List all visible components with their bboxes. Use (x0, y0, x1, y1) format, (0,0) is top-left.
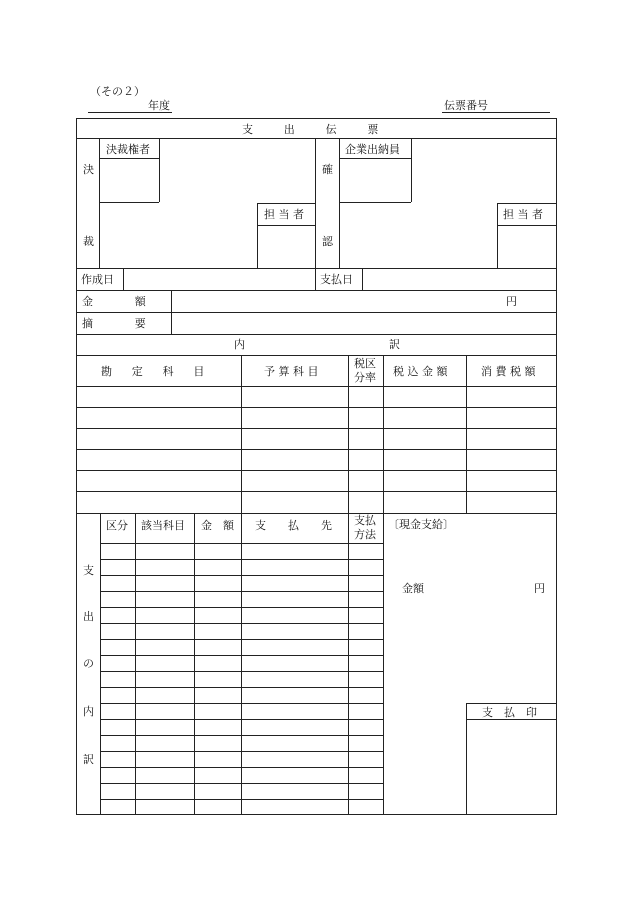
created-date-field[interactable] (124, 269, 314, 289)
detail-row-line (100, 623, 383, 624)
confirm-char-1: 確 (322, 163, 333, 176)
detail-header-payment-method: 支払 方法 (354, 514, 376, 541)
left-in-charge-top (257, 203, 315, 204)
company-cashier-right-edge (411, 138, 412, 202)
breakdown-title-left: 内 (234, 338, 245, 351)
detail-row-line (100, 575, 383, 576)
breakdown-title-right: 訳 (389, 338, 400, 351)
detail-row-line (100, 799, 383, 800)
left-in-charge-seal-area[interactable] (258, 226, 314, 267)
cash-amount-field[interactable] (430, 578, 530, 598)
expense-side-char-2: 出 (83, 610, 94, 623)
title-row-divider (76, 138, 557, 139)
detail-row-line (100, 607, 383, 608)
payment-seal-area[interactable] (467, 720, 556, 814)
fiscal-year-underline (88, 112, 172, 113)
detail-header-payee: 支 払 先 (255, 519, 332, 532)
expense-side-char-4: 内 (83, 705, 94, 718)
expense-side-char-5: 訳 (83, 753, 94, 766)
breakdown-title-bottom (76, 355, 557, 356)
created-date-label: 作成日 (81, 273, 114, 286)
detail-row-line (100, 751, 383, 752)
col-header-account: 勘 定 科 目 (101, 365, 209, 378)
cash-amount-yen-unit: 円 (534, 582, 545, 595)
detail-header-bottom (100, 543, 383, 544)
summary-label: 摘 要 (82, 317, 153, 330)
payment-seal-top (466, 703, 557, 704)
summary-row-bottom (76, 334, 557, 335)
breakdown-row[interactable] (77, 429, 556, 449)
form-title: 支 出 伝 票 (242, 123, 389, 136)
amount-yen-unit: 円 (506, 295, 517, 308)
left-in-charge-label: 担 当 者 (264, 208, 304, 221)
decision-char-2: 裁 (83, 235, 94, 248)
col-header-taxincl-amount: 税 込 金 額 (393, 365, 448, 378)
col-header-budget: 予 算 科 目 (264, 365, 319, 378)
detail-header-account: 該当科目 (141, 519, 185, 532)
decision-authority-right-edge (159, 138, 160, 202)
payment-date-left-edge (315, 268, 316, 290)
company-cashier-bottom (339, 202, 411, 203)
detail-row-line (100, 559, 383, 560)
payment-date-field[interactable] (363, 269, 556, 289)
fiscal-year-label: 年度 (148, 99, 170, 112)
right-in-charge-seal-area[interactable] (498, 226, 556, 267)
right-in-charge-top (497, 203, 557, 204)
detail-row-line (100, 671, 383, 672)
col-header-tax-rate: 税区 分率 (354, 357, 376, 384)
decision-authority-bottom (99, 202, 159, 203)
series-note: （その２） (90, 85, 145, 98)
detail-row-line (100, 639, 383, 640)
detail-row-line (100, 703, 383, 704)
breakdown-row[interactable] (77, 492, 556, 512)
summary-field[interactable] (172, 313, 556, 333)
approval-middle-divider (315, 138, 316, 268)
voucher-number-label: 伝票番号 (444, 99, 488, 112)
expense-side-char-3: の (83, 657, 94, 670)
detail-row-line (100, 687, 383, 688)
detail-row-line (100, 783, 383, 784)
expense-side-char-1: 支 (83, 564, 94, 577)
amount-field[interactable] (172, 291, 502, 311)
decision-authority-seal-area[interactable] (100, 159, 158, 201)
detail-header-category: 区分 (106, 519, 128, 532)
col-header-consumption-tax: 消 費 税 額 (481, 365, 536, 378)
detail-row-line (100, 735, 383, 736)
confirm-char-2: 認 (322, 235, 333, 248)
detail-row-line (100, 655, 383, 656)
company-cashier-seal-area[interactable] (340, 159, 410, 201)
company-cashier-label: 企業出納員 (345, 143, 400, 156)
decision-char-1: 決 (83, 163, 94, 176)
cash-payment-label: 〔現金支給〕 (388, 518, 454, 531)
payment-date-label: 支払日 (320, 273, 353, 286)
amount-label: 金 額 (82, 295, 153, 308)
cash-amount-label: 金額 (402, 582, 424, 595)
breakdown-section-bottom (76, 513, 557, 514)
detail-row-line (100, 767, 383, 768)
voucher-number-underline (442, 112, 550, 113)
detail-header-amount: 金 額 (201, 519, 234, 532)
breakdown-row[interactable] (77, 387, 556, 407)
breakdown-row[interactable] (77, 471, 556, 491)
breakdown-row[interactable] (77, 450, 556, 470)
detail-col-divider-5 (383, 513, 384, 815)
detail-row-line (100, 591, 383, 592)
detail-row-line (100, 719, 383, 720)
decision-authority-label: 決裁権者 (106, 143, 150, 156)
right-in-charge-label: 担 当 者 (503, 208, 543, 221)
breakdown-row[interactable] (77, 408, 556, 428)
payment-seal-label: 支 払 印 (482, 706, 537, 719)
